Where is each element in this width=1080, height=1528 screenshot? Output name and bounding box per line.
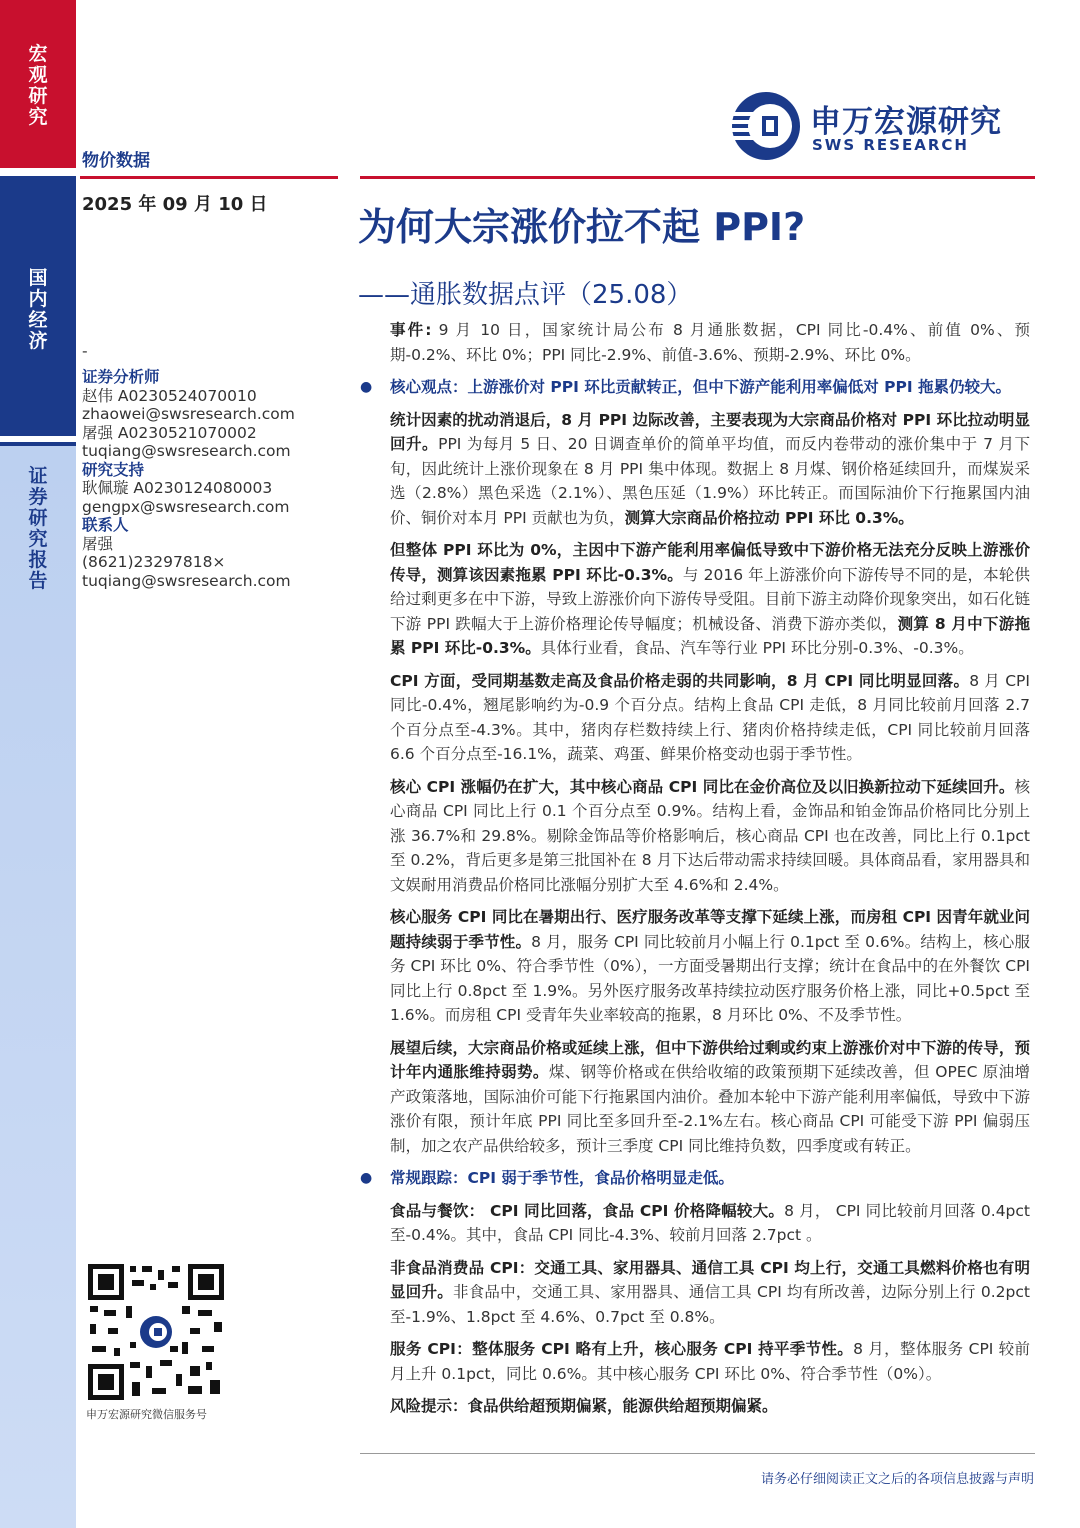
disclaimer-footer: 请务必仔细阅读正文之后的各项信息披露与声明 xyxy=(760,1472,1034,1487)
section-tab-macro xyxy=(0,0,76,168)
tracking-bullet: ● 常规跟踪：CPI 弱于季节性，食品价格明显走低。 xyxy=(390,1166,1030,1191)
analyst-email[interactable]: zhaowei@swsresearch.com xyxy=(82,405,295,423)
contact-name: 屠强 xyxy=(82,534,114,553)
sidebar-dash: - xyxy=(82,342,88,360)
core-view-bullet: ● 核心观点：上游涨价对 PPI 环比贡献转正，但中下游产能利用率偏低对 PPI 拖累仍较大。 xyxy=(390,375,1030,400)
paragraph: 展望后续，大宗商品价格或延续上涨，但中下游供给过剩或约束上游涨价对中下游的传导，预计年内通胀维持弱势。煤、钢等价格或在供给收缩的政策预期下延续改善，但 OPEC 原油增产政策落地，国际油价可能下行拖累国内油价。叠加本轮中下游产能利用率偏低，导致中下游涨价有限，预计年底 PPI 同比至多回升至-2.1%左右。核心商品 CPI 可能受下游 PPI 偏弱压制，加之农产品供给较多，预计三季度 CPI 同比维持负数，四季度或有转正。 xyxy=(390,1038,1030,1155)
report-title: 为何大宗涨价拉不起 PPI? xyxy=(358,205,806,249)
report-body xyxy=(360,318,1031,1427)
paragraph: 非食品消费品 CPI：交通工具、家用器具、通信工具 CPI 均上行，交通工具燃料价格也有明显回升。非食品中，交通工具、家用器具、通信工具 CPI 均有所改善，边际分别上行 0.2pct 至-1.9%、1.8pct 至 4.6%、0.7pct 至 0.8%。 xyxy=(390,1258,1030,1326)
qr-code[interactable] xyxy=(86,1262,226,1402)
tab-label: 宏观研究 xyxy=(28,43,48,128)
bullet-icon: ● xyxy=(360,379,373,395)
logo-mark-icon xyxy=(730,90,802,162)
logo-text-en: SWS RESEARCH xyxy=(812,136,969,154)
contact-phone: (8621)23297818× xyxy=(82,553,226,571)
analyst-email[interactable]: tuqiang@swsresearch.com xyxy=(82,442,291,460)
paragraph: 统计因素的扰动消退后，8 月 PPI 边际改善，主要表现为大宗商品价格对 PPI 环比拉动明显回升。PPI 为每月 5 日、20 日调查单价的简单平均值，而反内卷带动的涨价集中于 7 月下旬，因此统计上涨价现象在 8 月 PPI 集中体现。数据上 8 月煤、钢价格延续回升，而煤炭采选（2.8%）黑色采选（2.1%）、黑色压延（1.9%）环比转正。而国际油价下行拖累国内油价、铜价对本月 PPI 贡献也为负，测算大宗商品价格拉动 PPI 环比 0.3%。 xyxy=(390,410,1030,527)
paragraph: CPI 方面，受同期基数走高及食品价格走弱的共同影响，8 月 CPI 同比明显回落。8 月 CPI 同比-0.4%，翘尾影响约为-0.9 个百分点。结构上食品 CPI 走低，8 月同比较前月回落 2.7 个百分点至-4.3%。其中，猪肉存栏数持续上行、猪肉价格持续走低，CPI 同比较前月回落 6.6 个百分点至-16.1%，蔬菜、鸡蛋、鲜果价格变动也弱于季节性。 xyxy=(390,671,1030,763)
analyst-line: 屠强 A0230521070002 xyxy=(82,423,257,442)
analyst-line: 赵伟 A0230524070010 xyxy=(82,386,257,405)
paragraph: 核心服务 CPI 同比在暑期出行、医疗服务改革等支撑下延续上涨，而房租 CPI 因青年就业问题持续弱于季节性。8 月，服务 CPI 同比较前月小幅上行 0.1pct 至 0.6%。结构上，核心服务 CPI 环比 0%、符合季节性（0%），一方面受暑期出行支撑；统计在食品中的在外餐饮 CPI 同比上行 0.8pct 至 1.9%。另外医疗服务改革持续拉动医疗服务价格上涨，同比+0.5pct 至 1.6%。而房租 CPI 受青年失业率较高的拖累，8 月环比 0%、不及季节性。 xyxy=(390,908,1030,1024)
analyst-heading: 证券分析师 xyxy=(82,368,160,386)
contact-email[interactable]: tuqiang@swsresearch.com xyxy=(82,571,291,590)
support-heading: 研究支持 xyxy=(82,460,145,479)
contact-heading: 联系人 xyxy=(82,516,129,534)
event-label: 事件: xyxy=(390,321,432,339)
tab-label: 证券研究报告 xyxy=(28,465,48,592)
category-label: 物价数据 xyxy=(82,151,150,171)
footer-divider xyxy=(360,1453,1035,1454)
qr-caption: 申万宏源研究微信服务号 xyxy=(86,1408,207,1421)
risk-warning: 风险提示：食品供给超预期偏紧，能源供给超预期偏紧。 xyxy=(390,1397,778,1415)
section-tab-domestic xyxy=(0,176,76,436)
company-logo xyxy=(730,90,1030,162)
paragraph: 核心 CPI 涨幅仍在扩大，其中核心商品 CPI 同比在金价高位及以旧换新拉动下延续回升。核心商品 CPI 同比上行 0.1 个百分点至 0.9%。结构上看，金饰品和铂金饰品价格同比分别上涨 36.7%和 29.8%。剔除金饰品等价格影响后，核心商品 CPI 也在改善，同比上行 0.1pct 至 0.2%，背后更多是第三批国补在 8 月下达后带动需求持续回暖。具体商品看，家用器具和文娱耐用消费品价格同比涨幅分别扩大至 4.6%和 2.4%。 xyxy=(390,777,1030,894)
analyst-block xyxy=(82,368,322,590)
support-line: 耿佩璇 A0230124080003 xyxy=(82,479,273,497)
report-subtitle: ——通胀数据点评（25.08） xyxy=(358,280,693,310)
divider xyxy=(360,176,1035,179)
divider xyxy=(80,176,338,179)
paragraph: 食品与餐饮： CPI 同比回落，食品 CPI 价格降幅较大。8 月， CPI 同比较前月回落 0.4pct 至-0.4%。其中，食品 CPI 同比-4.3%、较前月回落 2.7pct 。 xyxy=(390,1201,1030,1244)
event-paragraph: 事件: 9 月 10 日，国家统计局公布 8 月通胀数据，CPI 同比-0.4%、前值 0%、预期-0.2%、环比 0%；PPI 同比-2.9%、前值-3.6%、预期-2.9%、环比 0%。 xyxy=(390,321,1030,364)
paragraph: 但整体 PPI 环比为 0%，主因中下游产能利用率偏低导致中下游价格无法充分反映上游涨价传导，测算该因素拖累 PPI 环比-0.3%。与 2016 年上游涨价向下游传导不同的是，本轮供给过剩更多在中下游，导致上游涨价向下游传导受阻。目前下游主动降价现象突出，如石化链下游 PPI 跌幅大于上游价格理论传导幅度；机械设备、消费下游亦类似，测算 8 月中下游拖累 PPI 环比-0.3%。具体行业看，食品、汽车等行业 PPI 环比分别-0.3%、-0.3%。 xyxy=(390,541,1031,657)
logo-text-cn: 申万宏源研究 xyxy=(810,104,1002,140)
report-date: 2025 年 09 月 10 日 xyxy=(82,194,268,215)
support-email[interactable]: gengpx@swsresearch.com xyxy=(82,497,290,516)
section-tab-report xyxy=(0,442,76,1528)
tab-label: 国内经济 xyxy=(28,267,48,352)
paragraph: 服务 CPI：整体服务 CPI 略有上升，核心服务 CPI 持平季节性。8 月，整体服务 CPI 较前月上升 0.1pct，同比 0.6%。其中核心服务 CPI 环比 0%、符合季节性（0%）。 xyxy=(390,1340,1030,1383)
bullet-icon: ● xyxy=(360,1170,373,1186)
